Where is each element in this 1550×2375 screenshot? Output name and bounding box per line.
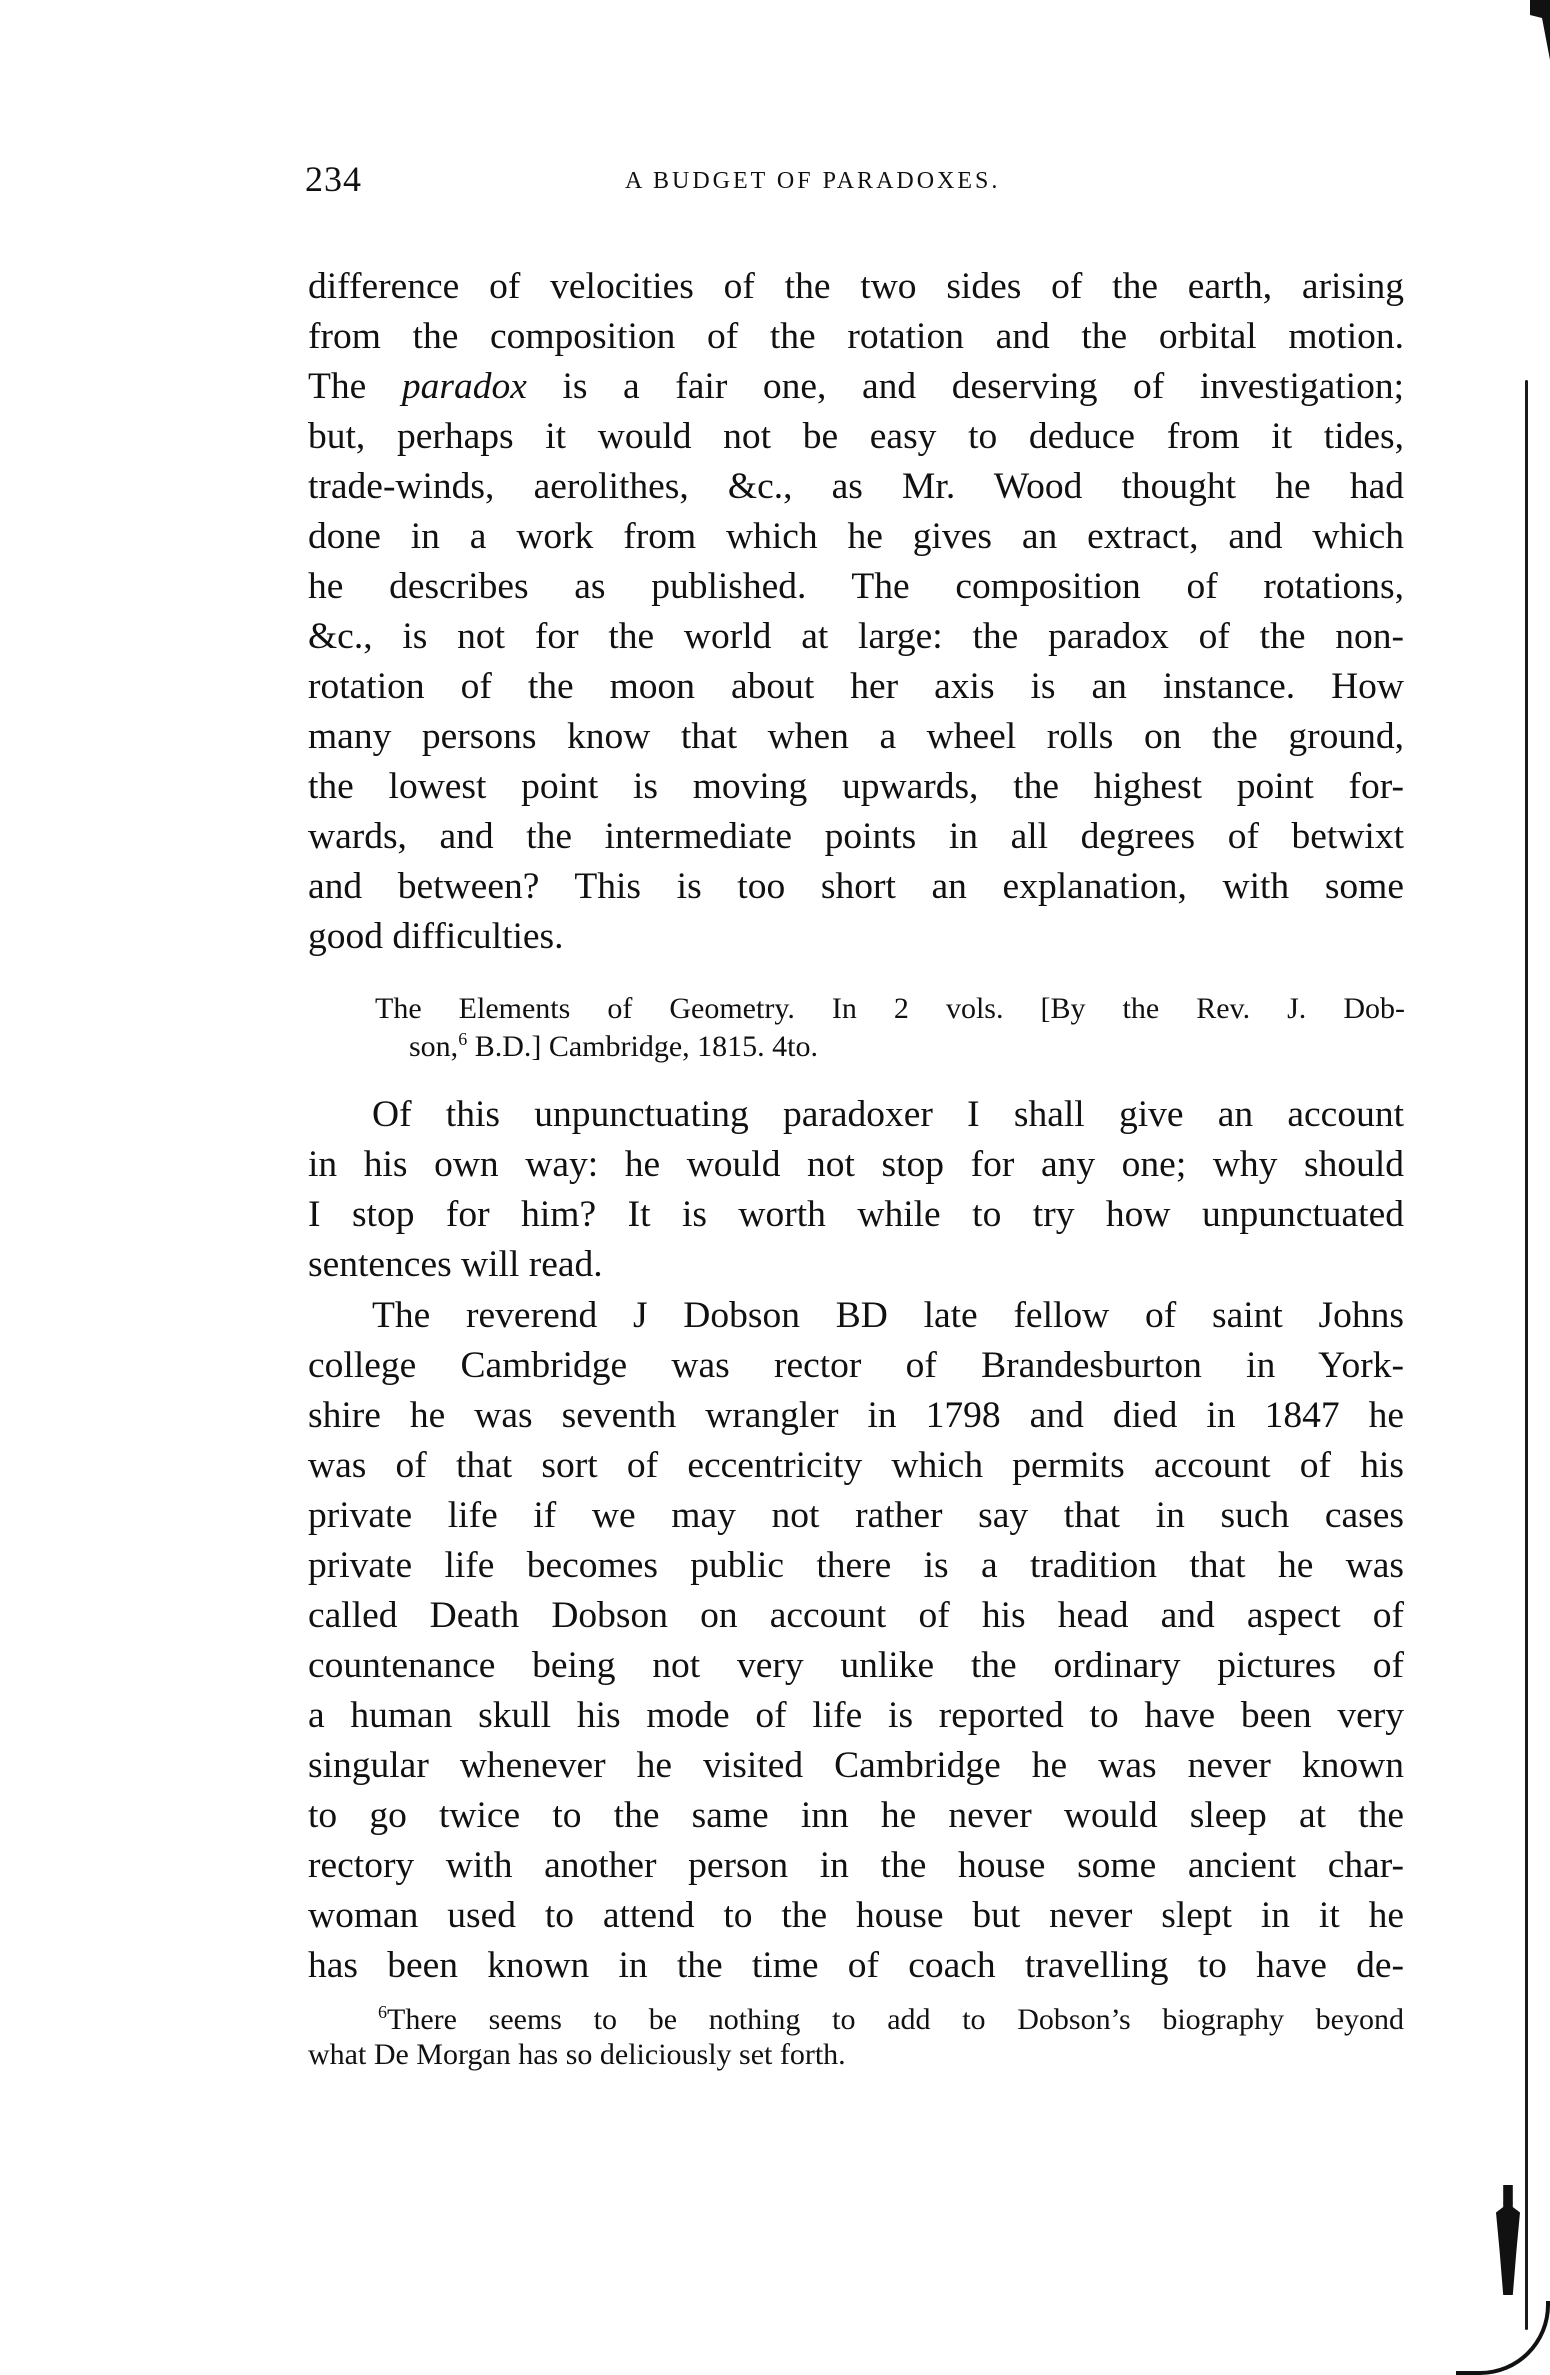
text-line: The reverend J Dobson BD late fellow of saint Johns <box>372 1295 1404 1336</box>
page-number: 234 <box>305 159 362 199</box>
reference-line <box>375 1028 1405 1066</box>
page-header <box>305 158 1405 208</box>
text-line: good difficulties. <box>308 916 564 957</box>
text-line: was of that sort of eccentricity which permits account of his <box>308 1445 1404 1486</box>
word-the: The <box>308 366 367 407</box>
text-line: rotation of the moon about her axis is an instance. How <box>308 666 1404 707</box>
footnote-text: There seems to be nothing to add to Dobson’s biography beyond <box>387 2003 1404 2036</box>
text-line: trade-winds, aerolithes, &c., as Mr. Wood thought he had <box>308 466 1404 507</box>
text-line: private life becomes public there is a tradition that he was <box>308 1545 1404 1586</box>
footnote-line: what De Morgan has so deliciously set forth. <box>308 2038 846 2071</box>
paragraph-1 <box>308 262 1404 962</box>
text-line: wards, and the intermediate points in all degrees of betwixt <box>308 816 1404 857</box>
text-line: &c., is not for the world at large: the paradox of the non- <box>308 616 1404 657</box>
scan-artifact <box>1496 2185 1520 2295</box>
text-line: from the composition of the rotation and the orbital motion. <box>308 316 1404 357</box>
footnote-line <box>308 2002 1404 2037</box>
line-remainder: is a fair one, and deserving of investigation; <box>562 366 1405 407</box>
text-line: to go twice to the same inn he never would sleep at the <box>308 1795 1404 1836</box>
paragraph-3 <box>308 1291 1404 1991</box>
running-title: A BUDGET OF PARADOXES. <box>625 168 1001 194</box>
footnote <box>308 2002 1404 2072</box>
reference-line: The Elements of Geometry. In 2 vols. [By the Rev. J. Dob- <box>375 992 1405 1025</box>
text-line: a human skull his mode of life is reported to have been very <box>308 1695 1404 1736</box>
scan-page-curl <box>1456 2301 1550 2375</box>
book-reference <box>375 990 1405 1066</box>
text-line: but, perhaps it would not be easy to deduce from it tides, <box>308 416 1404 457</box>
footnote-ref: 6 <box>458 1029 468 1049</box>
text-line: many persons know that when a wheel rolls on the ground, <box>308 716 1404 757</box>
text-line: in his own way: he would not stop for any one; why should <box>308 1144 1404 1185</box>
text-line: done in a work from which he gives an extract, and which <box>308 516 1404 557</box>
text-line: has been known in the time of coach travelling to have de- <box>308 1945 1404 1986</box>
text-line: singular whenever he visited Cambridge he was never known <box>308 1745 1404 1786</box>
text-line: he describes as published. The composition of rotations, <box>308 566 1404 607</box>
text-line: Of this unpunctuating paradoxer I shall give an account <box>372 1094 1404 1135</box>
scan-edge-mark <box>1530 0 1550 60</box>
text-line: rectory with another person in the house some ancient char- <box>308 1845 1404 1886</box>
text-line: woman used to attend to the house but never slept in it he <box>308 1895 1404 1936</box>
text-line: difference of velocities of the two sides of the earth, arising <box>308 266 1404 307</box>
scan-binding-edge <box>1525 380 1528 2330</box>
text-line: college Cambridge was rector of Brandesburton in York- <box>308 1345 1404 1386</box>
emphasized-word: paradox <box>401 366 527 407</box>
text-line: the lowest point is moving upwards, the highest point for- <box>308 766 1404 807</box>
text-line: sentences will read. <box>308 1244 603 1285</box>
reference-text: son, <box>409 1030 459 1063</box>
text-line <box>308 362 1404 412</box>
text-line: private life if we may not rather say that in such cases <box>308 1495 1404 1536</box>
text-line: countenance being not very unlike the ordinary pictures of <box>308 1645 1404 1686</box>
paragraph-2 <box>308 1090 1404 1290</box>
text-line: called Death Dobson on account of his head and aspect of <box>308 1595 1404 1636</box>
text-line: shire he was seventh wrangler in 1798 and died in 1847 he <box>308 1395 1404 1436</box>
text-line: I stop for him? It is worth while to try how unpunctuated <box>308 1194 1404 1235</box>
footnote-marker: 6 <box>378 2002 387 2022</box>
reference-text: B.D.] Cambridge, 1815. 4to. <box>467 1030 818 1063</box>
text-line: and between? This is too short an explanation, with some <box>308 866 1404 907</box>
